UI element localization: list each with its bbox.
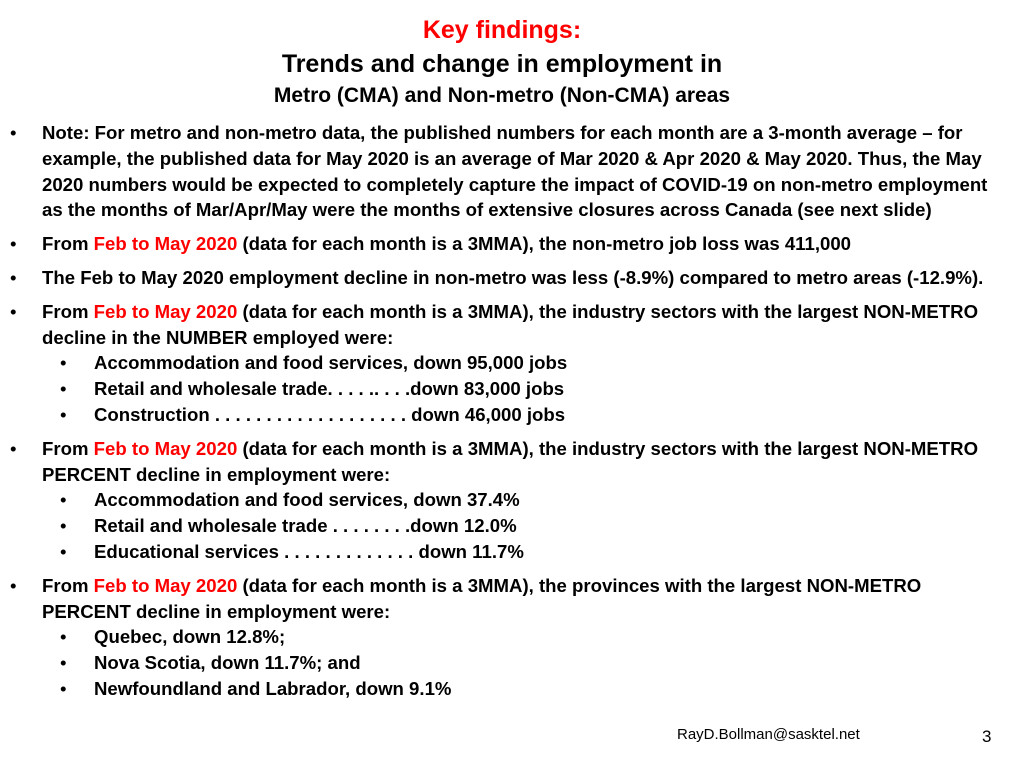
bullet-dot-icon: • [10, 233, 17, 255]
bullet-decline-compare [0, 265, 1010, 291]
sub-item [0, 487, 1010, 513]
sub-item-text: Educational services . . . . . . . . . . . . . down 11.7% [94, 540, 524, 562]
bullet-provinces [0, 573, 1010, 702]
sub-bullet-dot-icon: • [60, 352, 67, 374]
number-sectors-prefix: From [42, 300, 94, 322]
sub-item [0, 513, 1010, 539]
page-number: 3 [982, 727, 992, 746]
bullet-number-sectors [0, 299, 1010, 428]
bullet-percent-sectors [0, 436, 1010, 565]
sub-item [0, 676, 1010, 702]
title-line-3: Metro (CMA) and Non-metro (Non-CMA) areas [273, 84, 731, 107]
sub-item [0, 539, 1010, 565]
sub-item [0, 350, 1010, 376]
sub-item-text: Accommodation and food services, down 95,000 jobs [94, 352, 568, 374]
sub-bullet-dot-icon: • [60, 403, 67, 425]
date-range-highlight: Feb to May 2020 [93, 574, 238, 596]
findings-list [0, 120, 1010, 710]
provinces-text: (data for each month is a 3MMA), the provinces with the largest NON-METRO PERCENT decline in employment were: [42, 574, 922, 622]
date-range-highlight: Feb to May 2020 [93, 437, 238, 459]
date-range-highlight: Feb to May 2020 [93, 300, 238, 322]
provinces-prefix: From [42, 574, 94, 596]
sub-item-text: Nova Scotia, down 11.7%; and [94, 652, 361, 674]
sub-bullet-dot-icon: • [60, 677, 67, 699]
sub-item-text: Retail and wholesale trade. . . . .. . . .down 83,000 jobs [94, 378, 565, 400]
note-text: Note: For metro and non-metro data, the published numbers for each month are a 3-month average – for example, the published data for May 2020 is an average of Mar 2020 & Apr 2020 & May 2020. Thus, the May 2020 numbers would be expected to completely capture the impact of COVID-19 on non-metro employment as the months of Mar/Apr/May were the months of extensive closures across Canada (see next slide) [42, 122, 988, 221]
sub-item [0, 376, 1010, 402]
sub-item [0, 402, 1010, 428]
bullet-dot-icon: • [10, 437, 17, 459]
percent-sectors-prefix: From [42, 437, 94, 459]
job-loss-text: (data for each month is a 3MMA), the non-metro job loss was 411,000 [237, 233, 852, 255]
job-loss-prefix: From [42, 233, 94, 255]
bullet-dot-icon: • [10, 266, 17, 288]
sub-item-text: Quebec, down 12.8%; [94, 626, 286, 648]
sub-bullet-dot-icon: • [60, 378, 67, 400]
bullet-dot-icon: • [10, 300, 17, 322]
bullet-dot-icon: • [10, 574, 17, 596]
sub-bullet-dot-icon: • [60, 652, 67, 674]
sub-bullet-dot-icon: • [60, 489, 67, 511]
key-findings-heading: Key findings: [422, 16, 582, 44]
author-email: RayD.Bollman@sasktel.net [677, 726, 860, 743]
bullet-dot-icon: • [10, 122, 17, 143]
sub-bullet-dot-icon: • [60, 540, 67, 562]
number-sectors-text: (data for each month is a 3MMA), the industry sectors with the largest NON-METRO decline in the NUMBER employed were: [42, 300, 979, 348]
sub-item-text: Accommodation and food services, down 37.4% [94, 489, 520, 511]
slide-title [0, 14, 1004, 111]
sub-item-text: Retail and wholesale trade . . . . . . . .down 12.0% [94, 515, 517, 537]
sub-bullet-dot-icon: • [60, 515, 67, 537]
date-range-highlight: Feb to May 2020 [93, 233, 238, 255]
bullet-job-loss [0, 231, 1010, 257]
bullet-note [0, 120, 1010, 223]
sub-item [0, 650, 1010, 676]
sub-item-text: Construction . . . . . . . . . . . . . . . . . . . down 46,000 jobs [94, 403, 566, 425]
sub-bullet-dot-icon: • [60, 626, 67, 648]
decline-compare-text: The Feb to May 2020 employment decline in non-metro was less (-8.9%) compared to metro areas (-12.9%). [42, 266, 984, 288]
title-line-2: Trends and change in employment in [281, 50, 723, 78]
percent-sectors-text: (data for each month is a 3MMA), the industry sectors with the largest NON-METRO PERCENT decline in employment were: [42, 437, 979, 485]
sub-item [0, 624, 1010, 650]
sub-item-text: Newfoundland and Labrador, down 9.1% [94, 677, 452, 699]
